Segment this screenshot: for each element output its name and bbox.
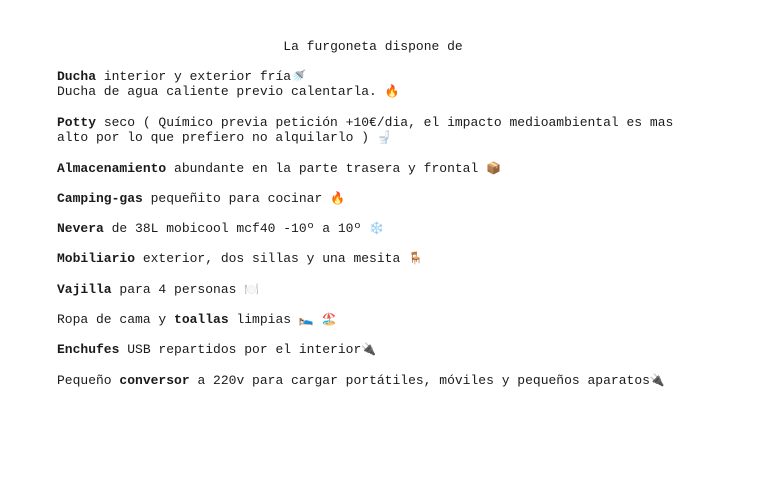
- item-ropa-pre: Ropa de cama y: [57, 312, 175, 327]
- plug-icon: 🔌: [649, 373, 665, 387]
- item-vajilla-text: para 4 personas: [111, 282, 237, 297]
- item-ropa-bold: toallas: [174, 312, 229, 327]
- item-nevera-bold: Nevera: [57, 221, 104, 236]
- fire-icon: 🔥: [330, 191, 346, 205]
- item-mobiliario-bold: Mobiliario: [57, 251, 136, 266]
- item-vajilla-bold: Vajilla: [57, 282, 112, 297]
- item-mobiliario: [57, 251, 717, 266]
- fire-icon: 🔥: [384, 84, 400, 98]
- item-enchufes-text: USB repartidos por el interior: [119, 342, 362, 357]
- item-nevera-text: de 38L mobicool mcf40 -10º a 10º: [103, 221, 362, 236]
- item-conversor: [57, 373, 717, 388]
- item-potty: [57, 115, 717, 145]
- item-potty-line2: alto por lo que prefiero no alquilarlo ): [57, 130, 370, 145]
- plate-icon: 🍽️: [244, 282, 260, 296]
- item-conversor-text: a 220v para cargar portátiles, móviles y pequeños aparatos: [189, 373, 650, 388]
- beach-umbrella-icon: 🏖️: [321, 312, 337, 326]
- snowflake-icon: ❄️: [369, 221, 385, 235]
- shower-icon: 🚿: [291, 69, 307, 83]
- item-camping-gas-bold: Camping-gas: [57, 191, 143, 206]
- item-enchufes: [57, 342, 717, 357]
- item-mobiliario-text: exterior, dos sillas y una mesita: [135, 251, 401, 266]
- item-vajilla: [57, 282, 717, 297]
- item-almacenamiento: [57, 161, 717, 176]
- item-ducha: [57, 69, 717, 99]
- bed-icon: 🛌: [298, 312, 314, 326]
- item-enchufes-bold: Enchufes: [57, 342, 120, 357]
- plug-icon: 🔌: [361, 342, 377, 356]
- item-almacenamiento-text: abundante en la parte trasera y frontal: [166, 161, 479, 176]
- item-nevera: [57, 221, 717, 236]
- page-title: La furgoneta dispone de: [283, 39, 463, 54]
- package-icon: 📦: [486, 161, 502, 175]
- item-camping-gas-text: pequeñito para cocinar: [142, 191, 323, 206]
- item-ropa: [57, 312, 717, 327]
- item-almacenamiento-bold: Almacenamiento: [57, 161, 167, 176]
- item-camping-gas: [57, 191, 717, 206]
- item-conversor-pre: Pequeño: [57, 373, 120, 388]
- chair-icon: 🪑: [408, 251, 424, 265]
- item-ducha-line2: Ducha de agua caliente previo calentarla.: [57, 84, 377, 99]
- item-ducha-text: interior y exterior fría: [96, 69, 292, 84]
- item-potty-bold: Potty: [57, 115, 97, 130]
- item-ducha-bold: Ducha: [57, 69, 97, 84]
- item-potty-text: seco ( Químico previa petición +10€/dia, el impacto medioambiental es mas: [96, 115, 674, 130]
- item-conversor-bold: conversor: [119, 373, 190, 388]
- toilet-icon: 🚽: [376, 130, 392, 144]
- item-ropa-text: limpias: [228, 312, 292, 327]
- title-container: [57, 39, 717, 55]
